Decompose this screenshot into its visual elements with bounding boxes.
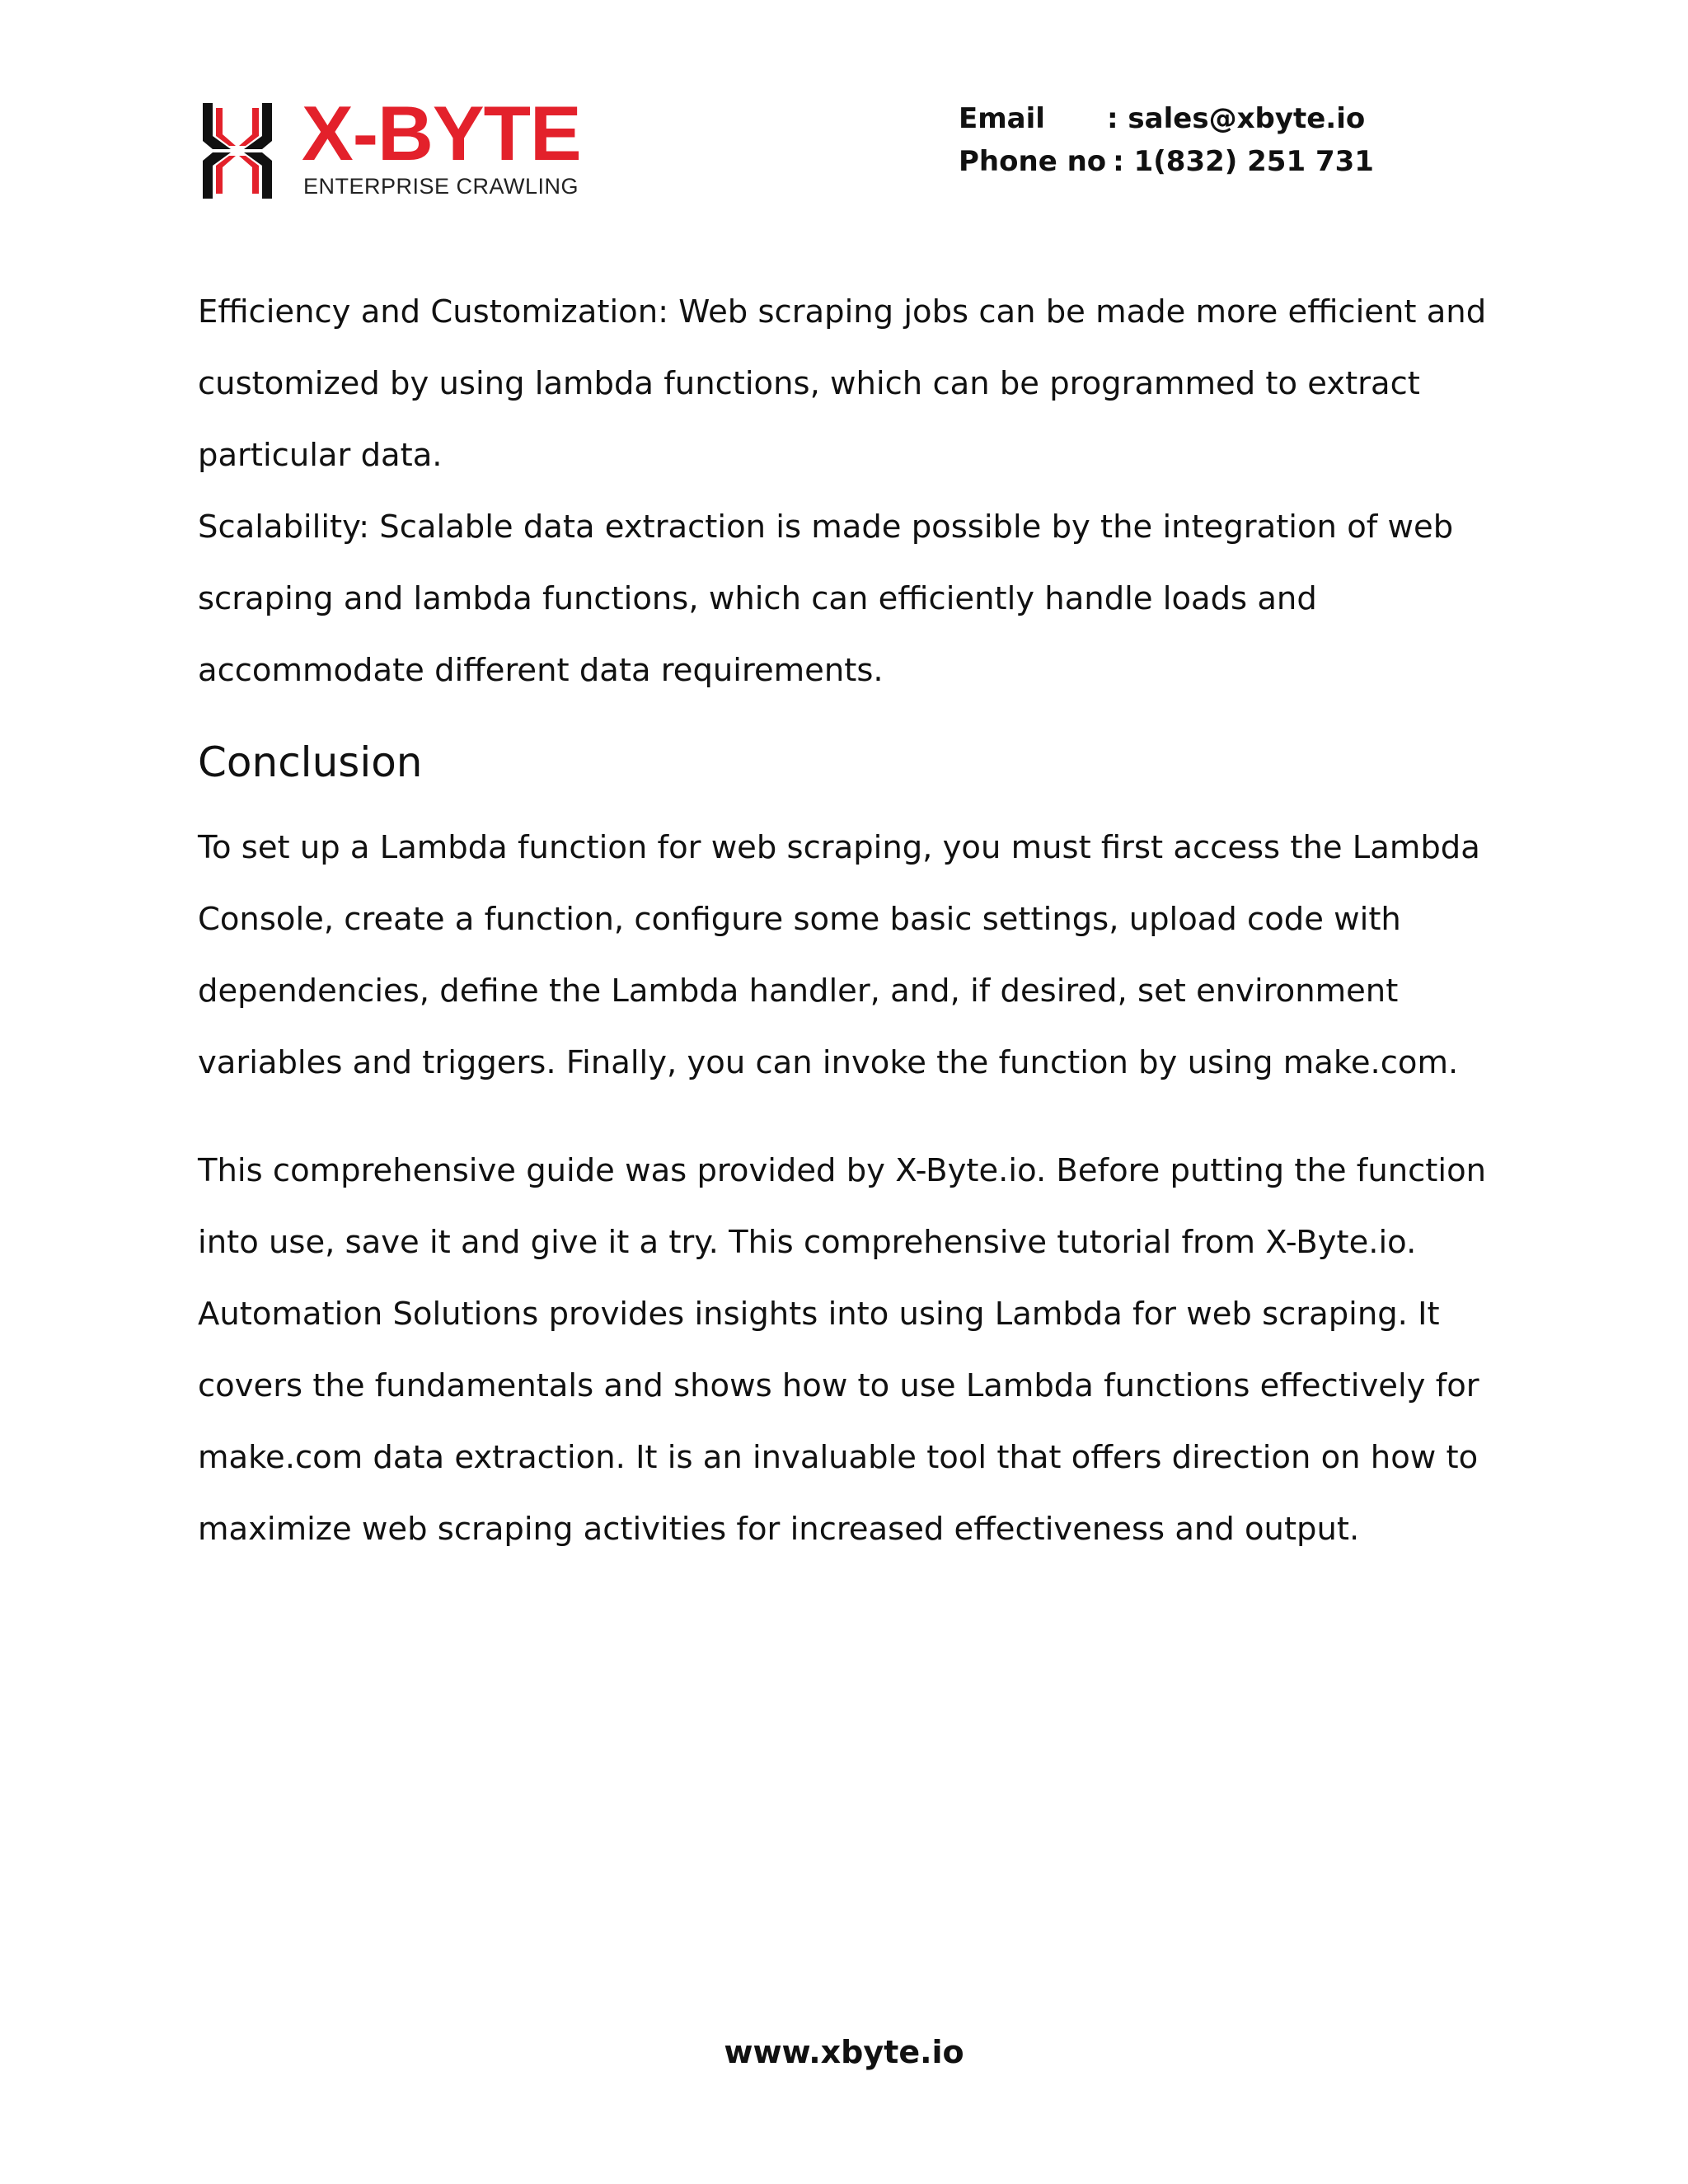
phone-value[interactable]: : 1(832) 251 731 xyxy=(1113,145,1374,178)
section-heading: Conclusion xyxy=(198,738,423,786)
email-value[interactable]: : sales@xbyte.io xyxy=(1107,102,1366,135)
paragraph-efficiency: Efficiency and Customization: Web scraping jobs can be made more efficient and customized by using lambda functions, which can be programmed to extract particular data. xyxy=(198,293,1487,474)
x-byte-logo-icon xyxy=(203,103,272,199)
footer-website[interactable]: www.xbyte.io xyxy=(724,2034,964,2070)
document-body xyxy=(198,276,1500,1565)
company-logo xyxy=(203,90,582,202)
paragraph-scalability: Scalability: Scalable data extraction is made possible by the integration of web scraping and lambda functions, which can efficiently handle loads and accommodate different data requirements. xyxy=(198,509,1454,689)
paragraph-conclusion: To set up a Lambda function for web scraping, you must first access the Lambda Console, create a function, configure some basic settings, upload code with dependencies, define the Lambda handler, and, if desired, set environment variables and triggers. Finally, you can invoke the function by using make.com. xyxy=(198,829,1480,1081)
paragraph-guide: This comprehensive guide was provided by X-Byte.io. Before putting the function into use, save it and give it a try. This comprehensive tutorial from X-Byte.io. Automation Solutions provides insights into using Lambda for web scraping. It covers the fundamentals and shows how to use Lambda functions effectively for make.com data extraction. It is an invaluable tool that offers direction on how to maximize web scraping activities for increased effectiveness and output. xyxy=(198,1152,1487,1548)
email-row xyxy=(959,97,1374,140)
contact-info xyxy=(959,97,1374,183)
phone-label: Phone no xyxy=(959,145,1107,178)
logo-wordmark: X-BYTE xyxy=(302,90,581,176)
phone-row xyxy=(959,140,1374,183)
logo-tagline: ENTERPRISE CRAWLING xyxy=(303,174,579,199)
email-label: Email xyxy=(959,102,1045,135)
